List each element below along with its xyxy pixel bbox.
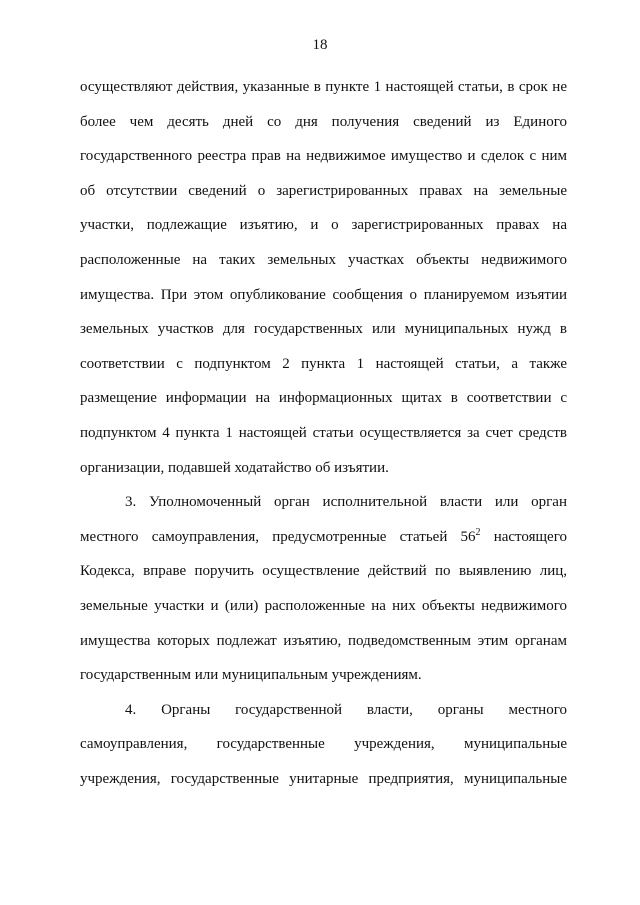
paragraph-1	[80, 70, 567, 485]
text-line: 4. Органы государственной власти, органы местного	[125, 701, 567, 718]
text-line: расположенные на таких земельных участках объекты недвижимого	[80, 251, 567, 268]
text-line: Кодекса, вправе поручить осуществление действий по выявлению лиц,	[80, 563, 567, 580]
text-line: осуществляют действия, указанные в пункте 1 настоящей статьи, в срок не	[80, 79, 567, 95]
paragraph-3	[80, 485, 567, 693]
text-fragment: местного самоуправления, предусмотренные статьей 56	[80, 528, 476, 545]
text-line: имущества которых подлежат изъятию, подведомственным этим органам	[80, 632, 567, 649]
text-line: земельных участков для государственных или муниципальных нужд в	[80, 321, 567, 338]
superscript: 2	[475, 526, 481, 538]
text-line: размещение информации на информационных щитах в соответствии с	[80, 390, 567, 407]
text-line: организации, подавшей ходатайство об изъятии.	[80, 459, 389, 476]
text-line: участки, подлежащие изъятию, и о зарегистрированных правах на	[80, 217, 567, 234]
text-line: государственным или муниципальным учреждениям.	[80, 667, 422, 684]
page-number: 18	[312, 37, 328, 53]
text-line: соответствии с подпунктом 2 пункта 1 настоящей статьи, а также	[80, 355, 567, 372]
text-line: имущества. При этом опубликование сообщения о планируемом изъятии	[80, 286, 567, 303]
text-line: учреждения, государственные унитарные предприятия, муниципальные	[80, 770, 567, 787]
text-line: более чем десять дней со дня получения сведений из Единого	[80, 113, 567, 130]
text-line	[80, 520, 567, 555]
text-line: государственного реестра прав на недвижимое имущество и сделок с ним	[80, 148, 567, 165]
text-line: подпунктом 4 пункта 1 настоящей статьи осуществляется за счет средств	[80, 424, 567, 441]
document-body	[80, 70, 567, 796]
paragraph-4	[80, 693, 567, 797]
text-line: 3. Уполномоченный орган исполнительной власти или орган	[125, 494, 567, 511]
text-line: об отсутствии сведений о зарегистрированных правах на земельные	[80, 182, 567, 199]
text-fragment: настоящего	[480, 528, 567, 545]
text-line: самоуправления, государственные учреждения, муниципальные	[80, 736, 567, 753]
text-line: земельные участки и (или) расположенные на них объекты недвижимого	[80, 597, 567, 614]
